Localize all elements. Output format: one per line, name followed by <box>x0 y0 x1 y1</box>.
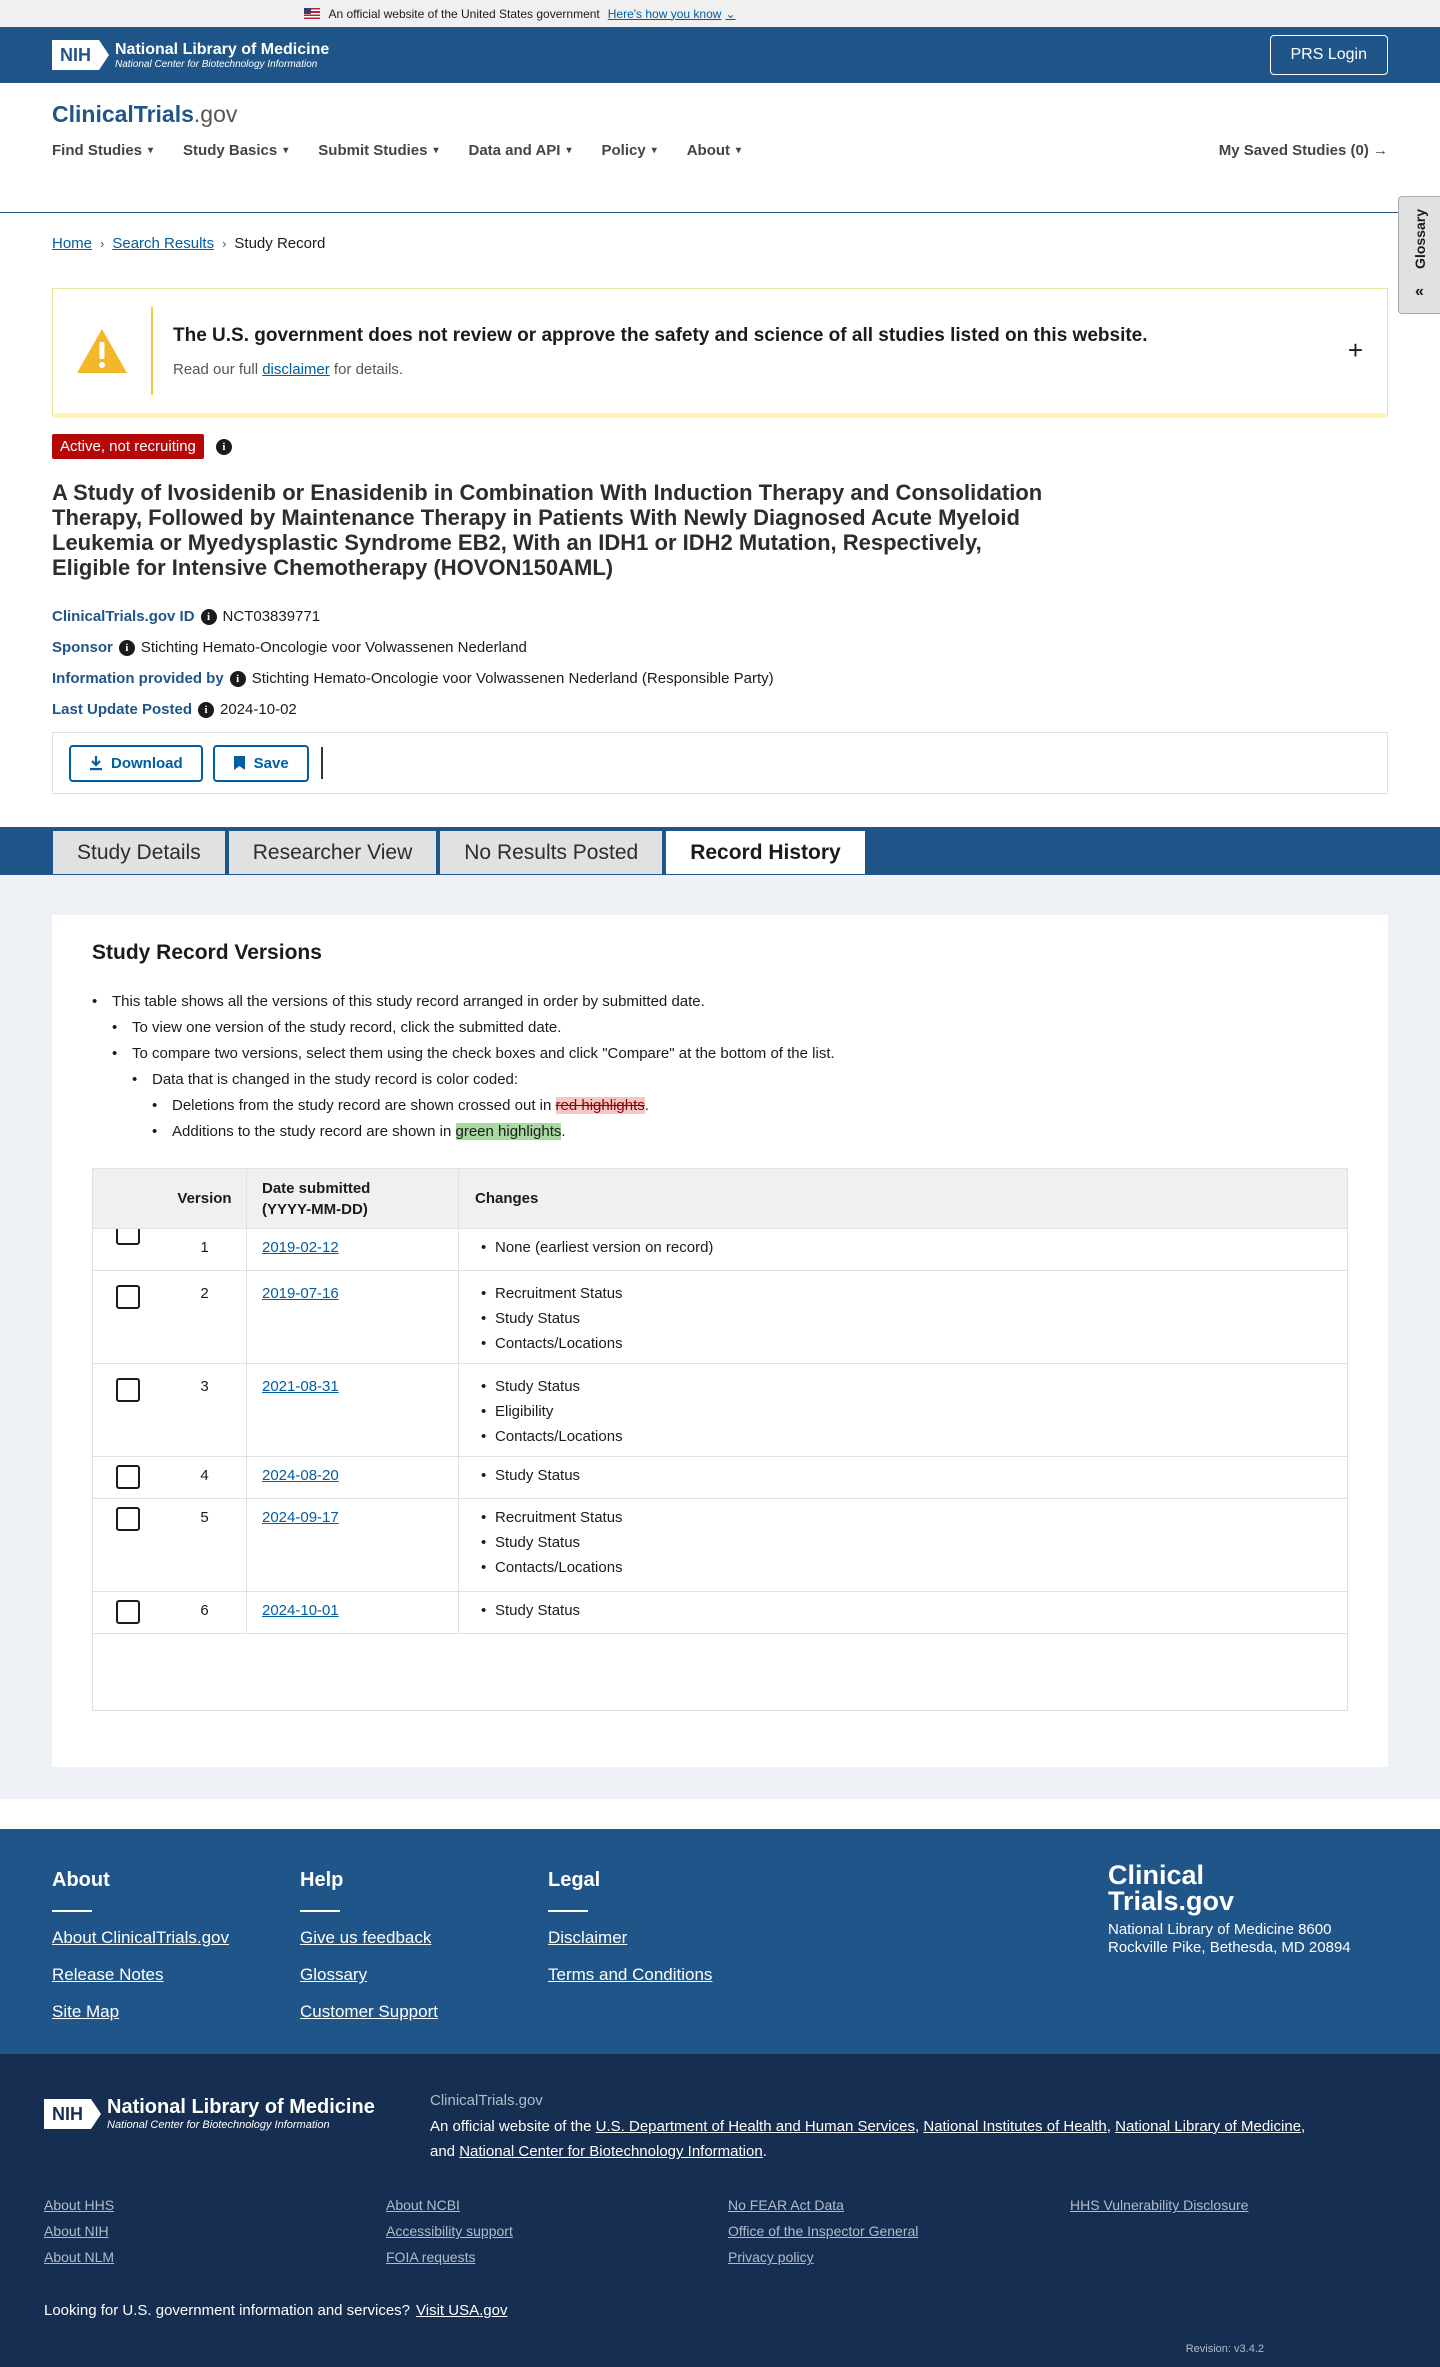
chevron-right-icon: › <box>100 236 105 251</box>
version-date-link[interactable]: 2024-09-17 <box>262 1509 339 1527</box>
hhs-link[interactable]: U.S. Department of Health and Human Services <box>595 2117 915 2135</box>
version-date-link[interactable]: 2019-02-12 <box>262 1239 339 1257</box>
meta-info-row <box>52 670 1388 687</box>
actions-bar <box>52 732 1388 794</box>
table-row <box>93 1271 1347 1364</box>
nav-find-studies[interactable]: Find Studies ▾ <box>52 142 154 159</box>
gov-banner-text: An official website of the United States government <box>328 6 600 21</box>
tab-no-results-posted[interactable]: No Results Posted <box>439 830 663 875</box>
info-bullet-deletions: • Deletions from the study record are shown crossed out in red highlights. <box>152 1097 1348 1114</box>
meta-id-value: NCT03839771 <box>222 608 321 626</box>
footer-about-heading: About <box>52 1869 110 1892</box>
download-button[interactable]: Download <box>69 745 203 782</box>
version-number: 3 <box>163 1364 247 1456</box>
nlm-logo-subtitle: National Center for Biotechnology Information <box>115 58 318 70</box>
site-header <box>0 83 1440 213</box>
nih-logo-box: NIH <box>44 2099 91 2129</box>
footer-bottom-link[interactable]: Privacy policy <box>728 2249 814 2266</box>
footer-address: National Library of Medicine 8600 Rockville Pike, Bethesda, MD 20894 <box>1108 1920 1351 1956</box>
change-item: • Study Status <box>475 1378 1347 1395</box>
footer-bottom-link[interactable]: HHS Vulnerability Disclosure <box>1070 2197 1249 2214</box>
nav-policy[interactable]: Policy ▾ <box>601 142 657 159</box>
version-checkbox[interactable] <box>116 1465 140 1489</box>
footer-top <box>0 1829 1440 2054</box>
footer-bottom-link[interactable]: About NIH <box>44 2223 109 2240</box>
nav-submit-studies[interactable]: Submit Studies ▾ <box>318 142 439 159</box>
version-number: 5 <box>163 1499 247 1591</box>
version-checkbox[interactable] <box>116 1507 140 1531</box>
study-title: A Study of Ivosidenib or Enasidenib in Combination With Induction Therapy and Consolidation Therapy, Followed by Maintenance Therapy in Patients With Newly Diagnosed Acute Myeloid Leukemia or Myedysplastic Syndrome EB2, With an IDH1 or IDH2 Mutation, Respectively, Eligible for Intensive Chemotherapy (HOVON150AML) <box>52 480 1043 580</box>
footer-bottom-link[interactable]: Office of the Inspector General <box>728 2223 919 2240</box>
footer-official-text: ClinicalTrials.gov An official website of the U.S. Department of Health and Human Services, National Institutes of Health, National Library of Medicine, and National Center for Biotechnology Information. <box>430 2088 1370 2165</box>
tabs-bar <box>0 827 1440 875</box>
usa-gov-line: Looking for U.S. government information and services? Visit USA.gov <box>44 2302 508 2320</box>
double-chevron-left-icon: « <box>1415 282 1424 300</box>
green-highlight-sample: green highlights <box>455 1123 562 1141</box>
info-bullet: • Data that is changed in the study record is color coded: <box>132 1071 1348 1088</box>
prs-login-button[interactable]: PRS Login <box>1270 35 1389 75</box>
footer-legal-col <box>548 1869 712 2002</box>
change-item: • Study Status <box>475 1467 1347 1484</box>
main-nav <box>52 142 1388 159</box>
meta-id-label: ClinicalTrials.gov ID <box>52 608 195 626</box>
alert-heading: The U.S. government does not review or approve the safety and science of all studies listed on this website. <box>173 324 1148 346</box>
chevron-down-icon: ▾ <box>148 145 154 156</box>
chevron-down-icon: ▾ <box>736 145 742 156</box>
chevron-down-icon: ⌄ <box>725 6 736 21</box>
meta-id-row <box>52 608 1388 625</box>
my-saved-studies-link[interactable]: My Saved Studies (0) → <box>1218 142 1388 159</box>
footer-bottom-link[interactable]: About HHS <box>44 2197 115 2214</box>
meta-sponsor-row <box>52 639 1388 656</box>
info-icon[interactable]: i <box>198 702 214 718</box>
chevron-down-icon: ▾ <box>566 145 572 156</box>
info-icon[interactable]: i <box>201 609 217 625</box>
table-header <box>93 1169 1347 1229</box>
info-bullet: • This table shows all the versions of this study record arranged in order by submitted date. <box>92 993 1348 1010</box>
us-flag-icon <box>304 8 320 19</box>
tab-researcher-view[interactable]: Researcher View <box>228 830 438 875</box>
status-badge: Active, not recruiting <box>52 434 204 459</box>
footer-link[interactable]: Disclaimer <box>548 1928 628 1948</box>
expand-plus-icon[interactable]: + <box>1347 335 1363 365</box>
version-checkbox[interactable] <box>116 1378 140 1402</box>
table-row <box>93 1592 1347 1634</box>
text-cursor-divider <box>321 747 323 779</box>
red-highlight-sample: red highlights <box>555 1097 645 1115</box>
footer-bottom-link[interactable]: No FEAR Act Data <box>728 2197 844 2214</box>
heres-how-you-know-link[interactable]: Here's how you know ⌄ <box>607 6 736 21</box>
breadcrumb <box>0 213 1440 252</box>
change-item: • Contacts/Locations <box>475 1559 1347 1576</box>
table-row <box>93 1457 1347 1499</box>
glossary-label: Glossary <box>1411 209 1428 269</box>
chevron-right-icon: › <box>222 236 227 251</box>
gov-banner <box>0 0 1440 27</box>
version-date-link[interactable]: 2021-08-31 <box>262 1378 339 1396</box>
meta-updated-row <box>52 701 1388 718</box>
footer-help-col <box>300 1869 438 2039</box>
info-bullet: • To compare two versions, select them using the check boxes and click "Compare" at the bottom of the list. <box>112 1045 1348 1062</box>
footer-bottom-link[interactable]: About NCBI <box>386 2197 460 2214</box>
version-number: 4 <box>163 1457 247 1498</box>
change-item: • Recruitment Status <box>475 1285 1347 1302</box>
footer-bottom-links <box>44 2197 1370 2265</box>
version-checkbox[interactable] <box>116 1229 140 1245</box>
table-footer-area <box>93 1634 1347 1710</box>
version-checkbox[interactable] <box>116 1285 140 1309</box>
versions-heading: Study Record Versions <box>92 941 322 965</box>
table-row <box>93 1364 1347 1457</box>
save-button[interactable]: Save <box>213 745 309 782</box>
version-number: 1 <box>163 1229 247 1270</box>
disclaimer-alert <box>52 288 1388 418</box>
change-item: • Study Status <box>475 1534 1347 1551</box>
download-icon <box>89 755 103 771</box>
table-row <box>93 1499 1347 1592</box>
footer-bottom <box>0 2054 1440 2367</box>
change-item: • Recruitment Status <box>475 1509 1347 1526</box>
nav-data-and-api[interactable]: Data and API ▾ <box>468 142 572 159</box>
footer-bottom-link[interactable]: FOIA requests <box>386 2249 476 2266</box>
nav-study-basics[interactable]: Study Basics ▾ <box>183 142 289 159</box>
info-icon[interactable]: i <box>216 439 232 455</box>
footer-legal-heading: Legal <box>548 1869 601 1892</box>
version-checkbox[interactable] <box>116 1600 140 1624</box>
version-date-link[interactable]: 2019-07-16 <box>262 1285 339 1303</box>
info-bullet: • To view one version of the study record, click the submitted date. <box>112 1019 1348 1036</box>
footer-about-col <box>52 1869 229 2039</box>
meta-info-label: Information provided by <box>52 670 224 688</box>
version-date-link[interactable]: 2024-08-20 <box>262 1467 339 1485</box>
meta-updated-value: 2024-10-02 <box>220 701 297 719</box>
meta-updated-label: Last Update Posted <box>52 701 193 719</box>
ncbi-link[interactable]: National Center for Biotechnology Information <box>459 2143 763 2161</box>
tab-study-details[interactable]: Study Details <box>52 830 226 875</box>
tab-record-history[interactable]: Record History <box>665 830 866 875</box>
breadcrumb-current: Study Record <box>234 235 326 252</box>
version-number: 6 <box>163 1592 247 1633</box>
nlm-logo-title: National Library of Medicine <box>115 40 330 58</box>
footer-link[interactable]: Site Map <box>52 2002 120 2022</box>
chevron-down-icon: ▾ <box>651 145 657 156</box>
warning-icon <box>53 327 151 375</box>
col-date-header: Date submitted (YYYY-MM-DD) <box>247 1169 459 1228</box>
disclaimer-link[interactable]: disclaimer <box>262 360 330 378</box>
alert-subtext: Read our full disclaimer for details. <box>173 360 404 378</box>
arrow-right-icon: → <box>1373 142 1388 159</box>
info-icon[interactable]: i <box>119 640 135 656</box>
chevron-down-icon: ▾ <box>433 145 439 156</box>
versions-card <box>52 915 1388 1767</box>
footer-link[interactable]: Give us feedback <box>300 1928 432 1948</box>
info-bullet-additions: • Additions to the study record are shown in green highlights. <box>152 1123 1348 1140</box>
change-item: • Study Status <box>475 1602 1347 1619</box>
footer-link[interactable]: Glossary <box>300 1965 368 1985</box>
footer-site-name: ClinicalTrials.gov <box>430 2092 543 2110</box>
change-item: • Contacts/Locations <box>475 1335 1347 1352</box>
site-brand[interactable]: ClinicalTrials.gov <box>52 101 238 127</box>
footer-ctgov-logo[interactable]: Clinical Trials.gov National Library of Medicine 8600 Rockville Pike, Bethesda, MD 20894 <box>1108 1863 1368 1956</box>
breadcrumb-home[interactable]: Home <box>52 235 93 252</box>
meta-sponsor-label: Sponsor <box>52 639 113 657</box>
usa-gov-link[interactable]: Visit USA.gov <box>416 2302 508 2320</box>
glossary-tab[interactable] <box>1398 196 1440 314</box>
change-item: • None (earliest version on record) <box>475 1239 1347 1256</box>
meta-info-value: Stichting Hemato-Oncologie voor Volwassenen Nederland (Responsible Party) <box>251 670 774 688</box>
footer-bottom-link[interactable]: About NLM <box>44 2249 115 2266</box>
breadcrumb-search-results[interactable]: Search Results <box>112 235 215 252</box>
nlm-link[interactable]: National Library of Medicine <box>1115 2117 1302 2135</box>
footer-link[interactable]: Customer Support <box>300 2002 438 2022</box>
meta-sponsor-value: Stichting Hemato-Oncologie voor Volwassenen Nederland <box>140 639 527 657</box>
footer-help-heading: Help <box>300 1869 344 1892</box>
chevron-down-icon: ▾ <box>283 145 289 156</box>
change-item: • Eligibility <box>475 1403 1347 1420</box>
nih-link[interactable]: National Institutes of Health <box>923 2117 1107 2135</box>
nih-logo-box: NIH <box>52 40 99 70</box>
info-icon[interactable]: i <box>230 671 246 687</box>
footer-link[interactable]: Release Notes <box>52 1965 164 1985</box>
footer-link[interactable]: Terms and Conditions <box>548 1965 713 1985</box>
content-area <box>0 875 1440 1799</box>
change-item: • Contacts/Locations <box>475 1428 1347 1445</box>
table-row <box>93 1229 1347 1271</box>
bookmark-icon <box>233 755 246 771</box>
footer-nlm-logo[interactable]: NIH National Library of Medicine National Center for Biotechnology Information <box>44 2096 375 2131</box>
status-row <box>52 434 1388 459</box>
change-item: • Study Status <box>475 1310 1347 1327</box>
nlm-bar <box>0 27 1440 83</box>
nav-about[interactable]: About ▾ <box>686 142 742 159</box>
nlm-logo[interactable] <box>52 40 329 70</box>
footer-link[interactable]: About ClinicalTrials.gov <box>52 1928 229 1948</box>
footer-bottom-link[interactable]: Accessibility support <box>386 2223 513 2240</box>
version-number: 2 <box>163 1271 247 1363</box>
col-changes-header: Changes <box>475 1190 539 1208</box>
study-meta <box>52 608 1388 718</box>
revision-text: Revision: v3.4.2 <box>1185 2343 1264 2356</box>
version-date-link[interactable]: 2024-10-01 <box>262 1602 339 1620</box>
versions-table <box>92 1168 1348 1711</box>
col-version-header: Version <box>163 1169 247 1228</box>
